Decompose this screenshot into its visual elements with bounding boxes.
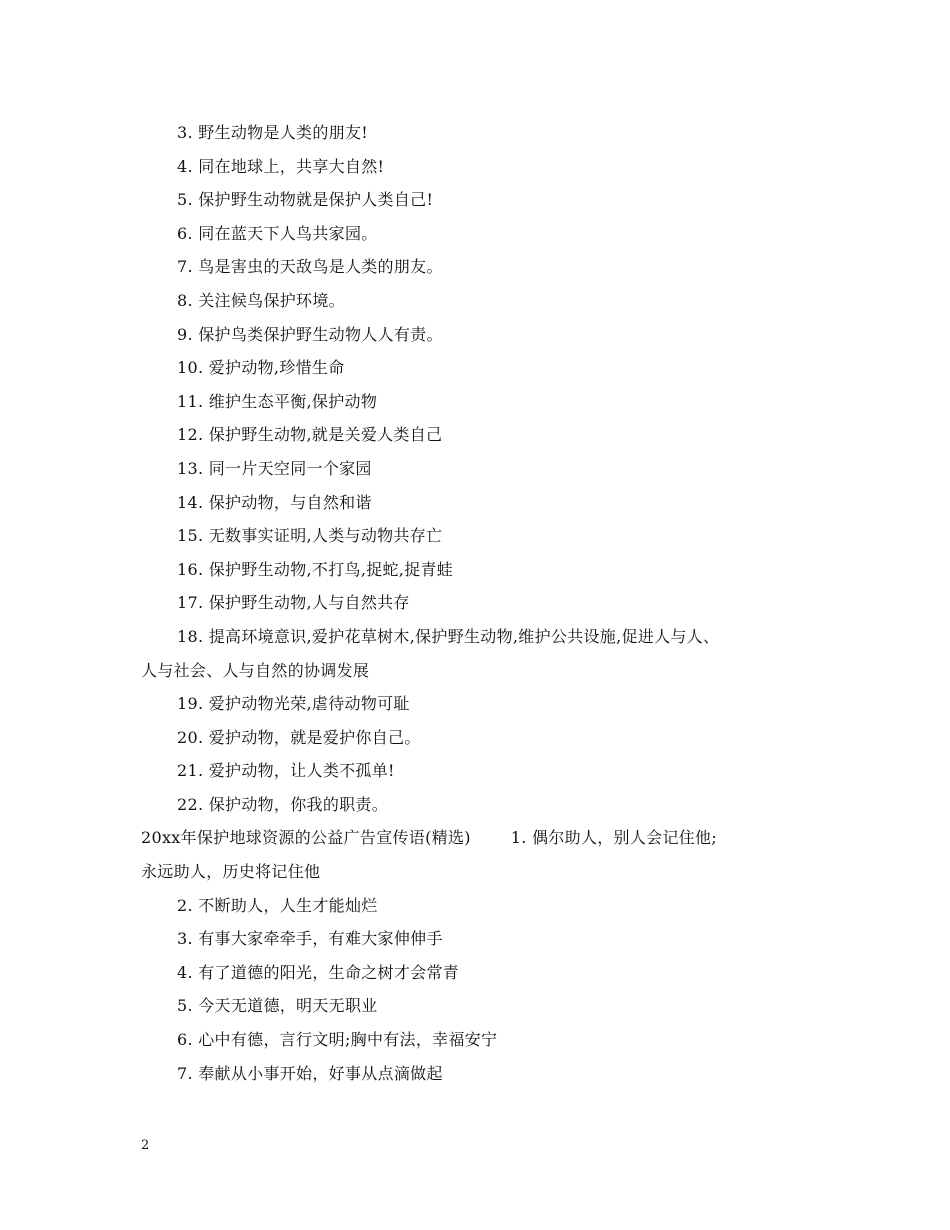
first-item: 1. 偶尔助人，别人会记住他; bbox=[510, 828, 718, 848]
ad-slogan-line: 3. 有事大家牵牵手，有难大家伸伸手 bbox=[177, 929, 443, 949]
ad-slogan-line: 7. 奉献从小事开始，好事从点滴做起 bbox=[177, 1063, 443, 1083]
slogan-line: 8. 关注候鸟保护环境。 bbox=[177, 290, 345, 310]
slogan-line: 4. 同在地球上，共享大自然! bbox=[177, 156, 385, 176]
slogan-line: 20. 爱护动物，就是爱护你自己。 bbox=[177, 727, 421, 747]
page-number: 2 bbox=[141, 1138, 150, 1153]
slogan-line: 10. 爱护动物,珍惜生命 bbox=[177, 358, 345, 378]
slogan-line: 22. 保护动物，你我的职责。 bbox=[177, 794, 389, 814]
slogan-line: 18. 提高环境意识,爱护花草树木,保护野生动物,维护公共设施,促进人与人、 bbox=[177, 626, 720, 646]
ad-slogan-line: 5. 今天无道德，明天无职业 bbox=[177, 996, 378, 1016]
slogan-line: 12. 保护野生动物,就是关爱人类自己 bbox=[177, 425, 443, 445]
slogan-line: 9. 保护鸟类保护野生动物人人有责。 bbox=[177, 324, 443, 344]
ad-slogan-line: 2. 不断助人，人生才能灿烂 bbox=[177, 895, 378, 915]
section-heading: 20xx年保护地球资源的公益广告宣传语(精选) bbox=[141, 828, 471, 848]
slogan-line: 6. 同在蓝天下人鸟共家园。 bbox=[177, 223, 378, 243]
ad-slogan-line: 4. 有了道德的阳光，生命之树才会常青 bbox=[177, 962, 460, 982]
slogan-line-continuation: 人与社会、人与自然的协调发展 bbox=[141, 660, 370, 680]
first-item-continuation: 永远助人，历史将记住他 bbox=[141, 862, 321, 882]
slogan-line: 13. 同一片天空同一个家园 bbox=[177, 458, 372, 478]
page-content bbox=[141, 116, 821, 1090]
slogan-line: 5. 保护野生动物就是保护人类自己! bbox=[177, 190, 434, 210]
slogan-line: 14. 保护动物，与自然和谐 bbox=[177, 492, 372, 512]
slogan-line: 15. 无数事实证明,人类与动物共存亡 bbox=[177, 526, 443, 546]
slogan-line: 7. 鸟是害虫的天敌鸟是人类的朋友。 bbox=[177, 257, 443, 277]
slogan-line: 19. 爱护动物光荣,虐待动物可耻 bbox=[177, 694, 410, 714]
slogan-line: 21. 爱护动物，让人类不孤单! bbox=[177, 761, 395, 781]
slogan-line: 11. 维护生态平衡,保护动物 bbox=[177, 391, 378, 411]
slogan-line: 16. 保护野生动物,不打鸟,捉蛇,捉青蛙 bbox=[177, 559, 454, 579]
ad-slogan-line: 6. 心中有德，言行文明;胸中有法，幸福安宁 bbox=[177, 1030, 498, 1050]
slogan-line: 3. 野生动物是人类的朋友! bbox=[177, 123, 368, 142]
slogan-line: 17. 保护野生动物,人与自然共存 bbox=[177, 593, 410, 613]
section-heading-line bbox=[141, 821, 821, 855]
